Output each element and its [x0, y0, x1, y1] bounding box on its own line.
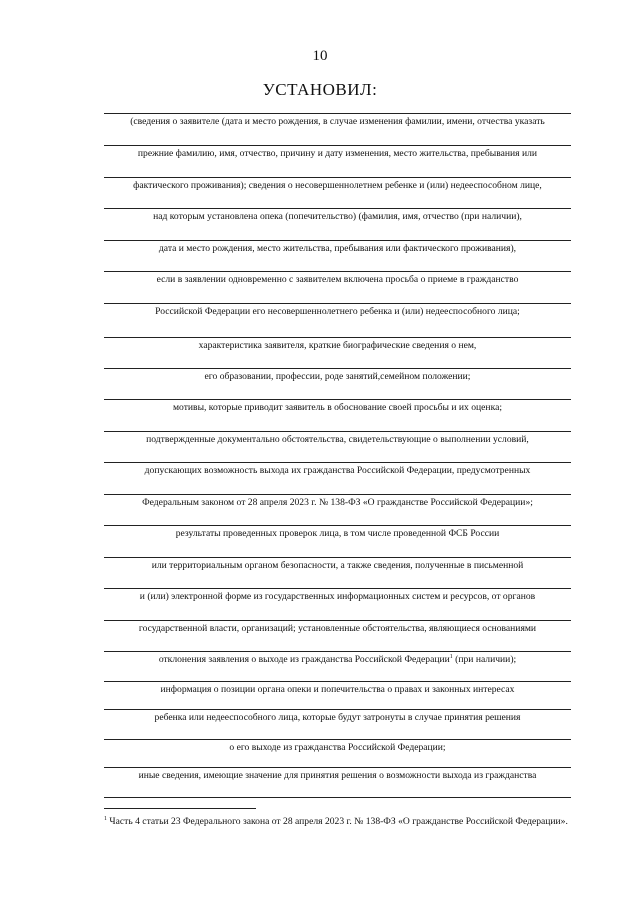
- caption-line: результаты проведенных проверок лица, в том числе проведенной ФСБ России: [175, 528, 500, 539]
- page-number: 10: [312, 48, 328, 64]
- fill-line: [104, 651, 571, 652]
- caption-line: подтвержденные документально обстоятельства, свидетельствующие о выполнении условий,: [146, 434, 529, 445]
- footnote-mark: 1: [104, 815, 107, 822]
- fill-line: [104, 588, 571, 589]
- fill-line: [104, 462, 571, 463]
- footnote-separator: [104, 808, 256, 809]
- caption-line: и (или) электронной форме из государственных информационных систем и ресурсов, от органов: [139, 591, 536, 602]
- caption-line: над которым установлена опека (попечительство) (фамилия, имя, отчество (при наличии),: [153, 211, 522, 222]
- fill-line: [104, 767, 571, 768]
- fill-line: [104, 303, 571, 304]
- fill-line: [104, 368, 571, 369]
- caption-line: [104, 654, 571, 666]
- caption-line: ребенка или недееспособного лица, которые будут затронуты в случае принятия решения: [154, 712, 521, 723]
- fill-line: [104, 525, 571, 526]
- footnote-text: Часть 4 статьи 23 Федерального закона от 28 апреля 2023 г. № 138-ФЗ «О гражданстве Российской Федерации».: [107, 816, 568, 827]
- caption-text: отклонения заявления о выходе из гражданства Российской Федерации: [158, 654, 450, 665]
- fill-line: [104, 337, 571, 338]
- fill-line: [104, 620, 571, 621]
- document-heading: УСТАНОВИЛ:: [262, 80, 378, 99]
- footnote: [104, 815, 574, 828]
- caption-text-tail: (при наличии);: [452, 654, 517, 665]
- caption-line: фактического проживания); сведения о несовершеннолетнем ребенке и (или) недееспособном лице,: [133, 180, 542, 191]
- fill-line: [104, 113, 571, 114]
- caption-line: характеристика заявителя, краткие биографические сведения о нем,: [198, 340, 477, 351]
- caption-line: о его выходе из гражданства Российской Федерации;: [229, 742, 446, 753]
- caption-line: или территориальным органом безопасности, а также сведения, полученные в письменной: [151, 560, 524, 571]
- fill-line: [104, 557, 571, 558]
- fill-line: [104, 431, 571, 432]
- caption-line: мотивы, которые приводит заявитель в обоснование своей просьбы и их оценка;: [172, 402, 503, 413]
- fill-line: [104, 681, 571, 682]
- footnote-reference: 1: [449, 653, 453, 660]
- caption-line: Российской Федерации его несовершеннолетнего ребенка и (или) недееспособного лица;: [155, 306, 520, 317]
- caption-line: информация о позиции органа опеки и попечительства о правах и законных интересах: [160, 684, 515, 695]
- fill-line: [104, 271, 571, 272]
- fill-line: [104, 797, 571, 798]
- fill-line: [104, 177, 571, 178]
- caption-line: (сведения о заявителе (дата и место рождения, в случае изменения фамилии, имени, отчества указать: [130, 116, 545, 127]
- fill-line: [104, 739, 571, 740]
- fill-line: [104, 208, 571, 209]
- caption-line: если в заявлении одновременно с заявителем включена просьба о приеме в гражданство: [156, 274, 519, 285]
- caption-line: дата и место рождения, место жительства, пребывания или фактического проживания),: [158, 243, 517, 254]
- fill-line: [104, 240, 571, 241]
- caption-line: допускающих возможность выхода их гражданства Российской Федерации, предусмотренных: [144, 465, 531, 476]
- fill-line: [104, 399, 571, 400]
- caption-line: иные сведения, имеющие значение для принятия решения о возможности выхода из гражданства: [138, 770, 537, 781]
- fill-line: [104, 145, 571, 146]
- fill-line: [104, 709, 571, 710]
- caption-line: прежние фамилию, имя, отчество, причину и дату изменения, место жительства, пребывания или: [137, 148, 538, 159]
- caption-line: его образовании, профессии, роде занятий,семейном положении;: [204, 371, 471, 382]
- caption-line: Федеральным законом от 28 апреля 2023 г. № 138-ФЗ «О гражданстве Российской Федерации»;: [142, 497, 533, 508]
- fill-line: [104, 494, 571, 495]
- caption-line: государственной власти, организаций; установленные обстоятельства, являющиеся основаниями: [138, 623, 537, 634]
